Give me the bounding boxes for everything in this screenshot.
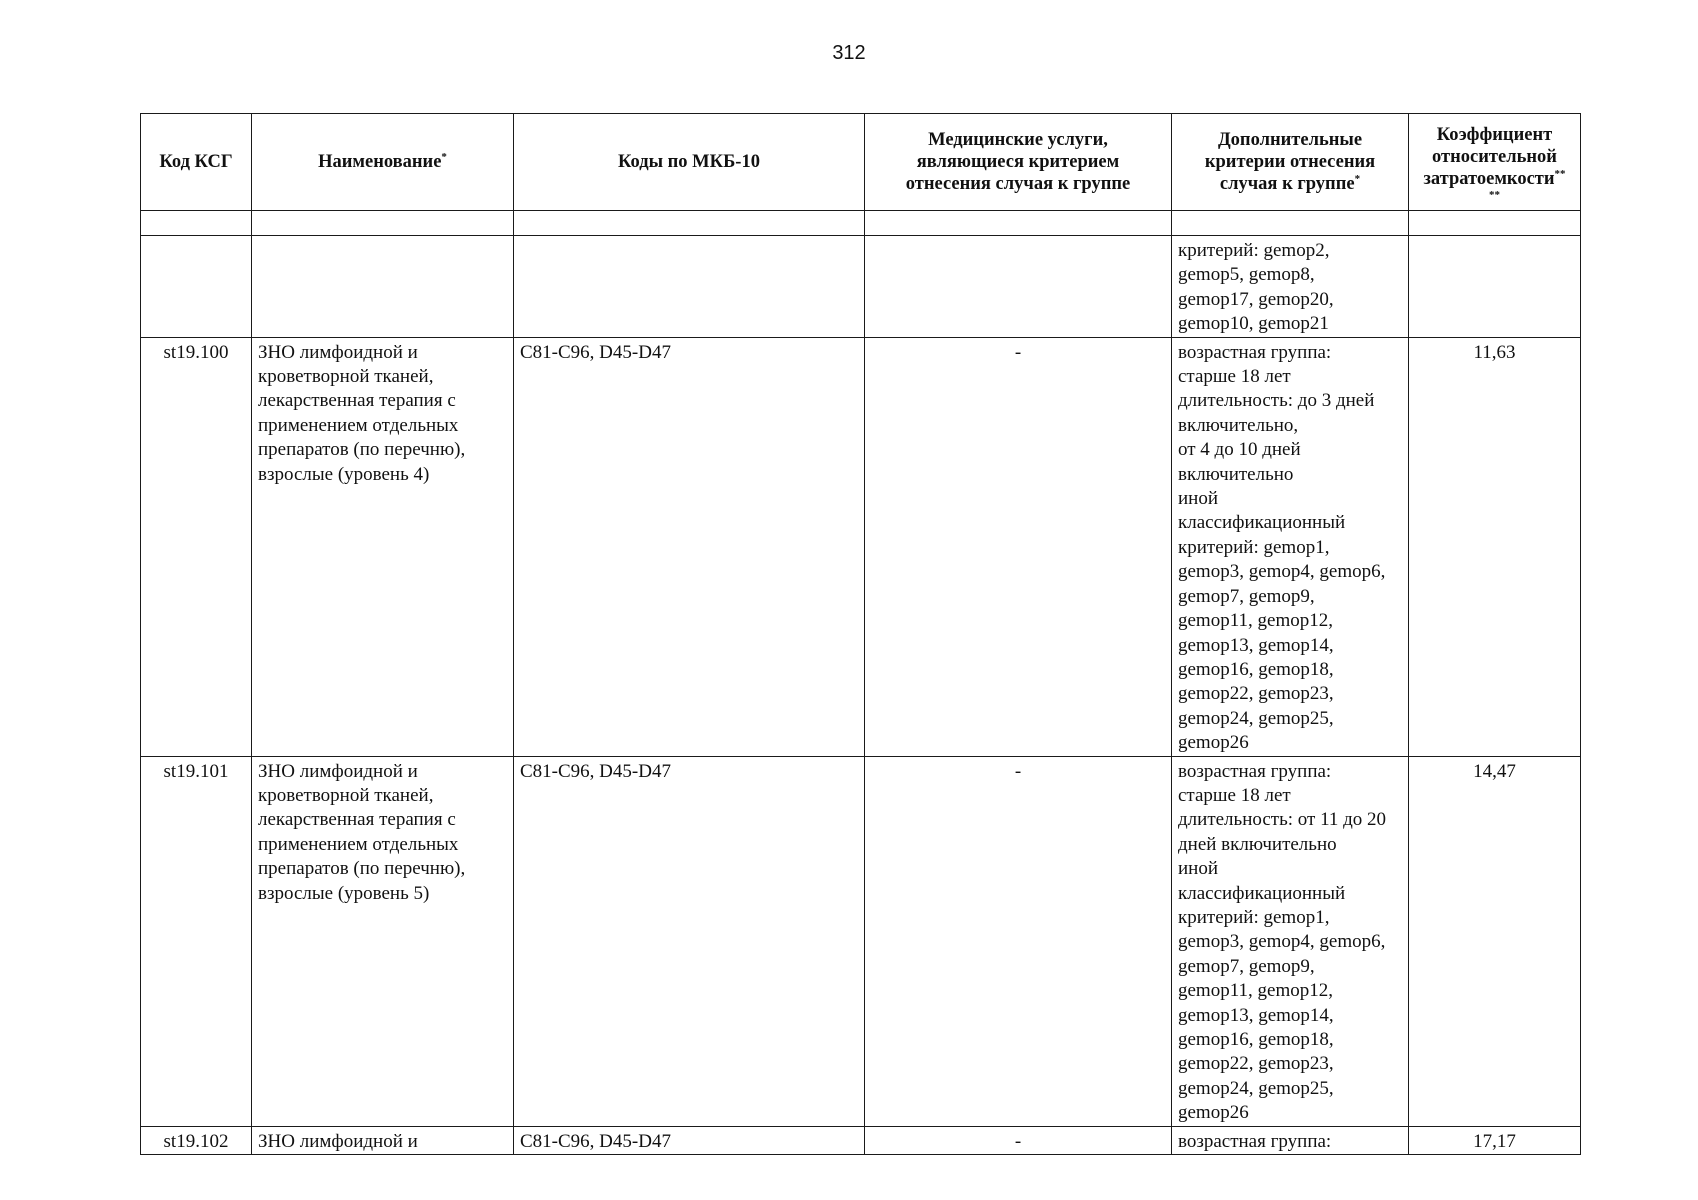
coefficient-value: 17,17 <box>1473 1130 1516 1152</box>
name-line: применением отдельных <box>258 833 459 855</box>
criteria-line: классификационный <box>1178 512 1346 534</box>
cell-services-content <box>865 338 1171 365</box>
criteria-line: возрастная группа: <box>1178 760 1332 782</box>
cell-code-content <box>141 1127 251 1154</box>
cell-coefficient <box>1409 1126 1581 1154</box>
name-line: ЗНО лимфоидной и <box>258 341 418 363</box>
cell-mkb <box>514 236 865 338</box>
cell-name-content <box>252 338 513 487</box>
cell-code-content <box>141 236 251 239</box>
cell-services-content <box>865 1127 1171 1154</box>
criteria-line: иной <box>1178 858 1219 880</box>
name-line: препаратов (по перечню), <box>258 858 466 880</box>
name-line: лекарственная терапия с <box>258 390 456 412</box>
name-line: кроветворной тканей, <box>258 784 434 806</box>
criteria-line: gemop26 <box>1178 732 1249 754</box>
cell-code-content <box>141 757 251 784</box>
cell-extra-criteria <box>1172 337 1409 756</box>
cell-code-content <box>141 338 251 365</box>
services-value: - <box>1014 341 1022 363</box>
cell-extra-criteria <box>1172 1126 1409 1154</box>
services-value: - <box>1014 760 1022 782</box>
table-row <box>141 756 1581 1126</box>
cell-extra-criteria-content <box>1172 757 1408 1126</box>
cell-services <box>865 756 1172 1126</box>
table-header-row <box>141 114 1581 211</box>
cell-coefficient <box>1409 236 1581 338</box>
mkb-codes: C81-C96, D45-D47 <box>520 1130 671 1152</box>
criteria-line: включительно, <box>1178 414 1299 436</box>
cell-coefficient-content <box>1409 1127 1580 1154</box>
criteria-line: gemop13, gemop14, <box>1178 634 1334 656</box>
criteria-line: gemop3, gemop4, gemop6, <box>1178 561 1386 583</box>
criteria-line: gemop7, gemop9, <box>1178 955 1315 977</box>
criteria-line: возрастная группа: <box>1178 1130 1332 1152</box>
cell-extra-criteria-content <box>1172 338 1408 756</box>
criteria-line: дней включительно <box>1178 833 1337 855</box>
cell-mkb-content <box>514 338 864 365</box>
header-coef-mark: ** <box>1554 167 1566 180</box>
header-extra-mark: * <box>1354 172 1361 185</box>
name-line: взрослые (уровень 5) <box>258 882 430 904</box>
cell-name-content <box>252 236 513 239</box>
coefficient-value: 14,47 <box>1473 760 1516 782</box>
header-services: Медицинские услуги, являющиеся критерием отнесения случая к группе <box>865 114 1172 211</box>
cell-name-content <box>252 1127 513 1154</box>
mkb-codes: C81-C96, D45-D47 <box>520 760 671 782</box>
cell-mkb-content <box>514 236 864 239</box>
name-line: ЗНО лимфоидной и <box>258 760 418 782</box>
cell-coefficient-content <box>1409 338 1580 365</box>
criteria-line: gemop11, gemop12, <box>1178 980 1333 1002</box>
name-line: применением отдельных <box>258 414 459 436</box>
header-extra-criteria: Дополнительные критерии отнесения случая к группе* <box>1172 114 1409 211</box>
name-line: кроветворной тканей, <box>258 366 434 388</box>
cell-mkb-content <box>514 757 864 784</box>
criteria-line: gemop24, gemop25, <box>1178 707 1334 729</box>
criteria-line: от 4 до 10 дней <box>1178 439 1301 461</box>
cell-services <box>865 1126 1172 1154</box>
criteria-line: старше 18 лет <box>1178 366 1291 388</box>
criteria-line: gemop10, gemop21 <box>1178 313 1329 335</box>
criteria-line: gemop13, gemop14, <box>1178 1004 1334 1026</box>
page-number: 312 <box>832 42 866 64</box>
table-row <box>141 337 1581 756</box>
criteria-line: gemop11, gemop12, <box>1178 610 1333 632</box>
cell-code <box>141 236 252 338</box>
criteria-line: возрастная группа: <box>1178 341 1332 363</box>
cell-extra-criteria <box>1172 756 1409 1126</box>
spacer-row <box>141 211 1581 236</box>
cell-services <box>865 236 1172 338</box>
criteria-line: длительность: от 11 до 20 <box>1178 809 1387 831</box>
ksg-code: st19.102 <box>163 1130 229 1152</box>
name-line: ЗНО лимфоидной и <box>258 1130 418 1152</box>
cell-coefficient <box>1409 756 1581 1126</box>
criteria-line: длительность: до 3 дней <box>1178 390 1375 412</box>
cell-mkb <box>514 756 865 1126</box>
header-mkb: Коды по МКБ-10 <box>514 114 865 211</box>
criteria-line: gemop26 <box>1178 1102 1249 1124</box>
criteria-line: gemop16, gemop18, <box>1178 658 1334 680</box>
coefficient-value: 11,63 <box>1473 341 1516 363</box>
criteria-line: gemop24, gemop25, <box>1178 1077 1334 1099</box>
ksg-code: st19.101 <box>163 760 229 782</box>
cell-coefficient-content <box>1409 236 1580 239</box>
cell-name-content <box>252 757 513 906</box>
criteria-line: старше 18 лет <box>1178 784 1291 806</box>
cell-coefficient <box>1409 337 1581 756</box>
criteria-line: включительно <box>1178 463 1294 485</box>
cell-extra-criteria <box>1172 236 1409 338</box>
cell-code <box>141 337 252 756</box>
criteria-line: gemop7, gemop9, <box>1178 585 1315 607</box>
name-line: препаратов (по перечню), <box>258 439 466 461</box>
cell-name <box>252 756 514 1126</box>
header-name-mark: * <box>441 150 447 163</box>
name-line: лекарственная терапия с <box>258 809 456 831</box>
criteria-line: gemop5, gemop8, <box>1178 264 1315 286</box>
header-name: Наименование* <box>252 114 514 211</box>
cell-mkb-content <box>514 1127 864 1154</box>
cell-name <box>252 1126 514 1154</box>
cell-mkb <box>514 337 865 756</box>
cell-name <box>252 236 514 338</box>
table-row <box>141 236 1581 338</box>
criteria-line: gemop3, gemop4, gemop6, <box>1178 931 1386 953</box>
ksg-code: st19.100 <box>163 341 229 363</box>
header-coef-mark-2: ** <box>1489 189 1500 201</box>
criteria-line: gemop22, gemop23, <box>1178 683 1334 705</box>
ksg-table <box>140 113 1581 1155</box>
cell-extra-criteria-content <box>1172 1127 1408 1154</box>
table-body <box>141 211 1581 1155</box>
criteria-line: gemop22, gemop23, <box>1178 1053 1334 1075</box>
cell-code <box>141 1126 252 1154</box>
criteria-line: gemop17, gemop20, <box>1178 288 1334 310</box>
cell-services <box>865 337 1172 756</box>
cell-services-content <box>865 757 1171 784</box>
table-row <box>141 1126 1581 1154</box>
criteria-line: критерий: gemop2, <box>1178 240 1330 261</box>
header-code: Код КСГ <box>141 114 252 211</box>
criteria-line: критерий: gemop1, <box>1178 906 1330 928</box>
header-coefficient: Коэффициент относительной затратоемкости** ** <box>1409 114 1581 211</box>
criteria-line: критерий: gemop1, <box>1178 536 1330 558</box>
cell-mkb <box>514 1126 865 1154</box>
mkb-codes: C81-C96, D45-D47 <box>520 341 671 363</box>
cell-coefficient-content <box>1409 757 1580 784</box>
services-value: - <box>1014 1130 1022 1152</box>
criteria-line: иной <box>1178 488 1219 510</box>
criteria-line: классификационный <box>1178 882 1346 904</box>
name-line: взрослые (уровень 4) <box>258 463 430 485</box>
cell-services-content <box>865 236 1171 239</box>
cell-extra-criteria-content <box>1172 236 1408 337</box>
criteria-line: gemop16, gemop18, <box>1178 1029 1334 1050</box>
cell-name <box>252 337 514 756</box>
cell-code <box>141 756 252 1126</box>
